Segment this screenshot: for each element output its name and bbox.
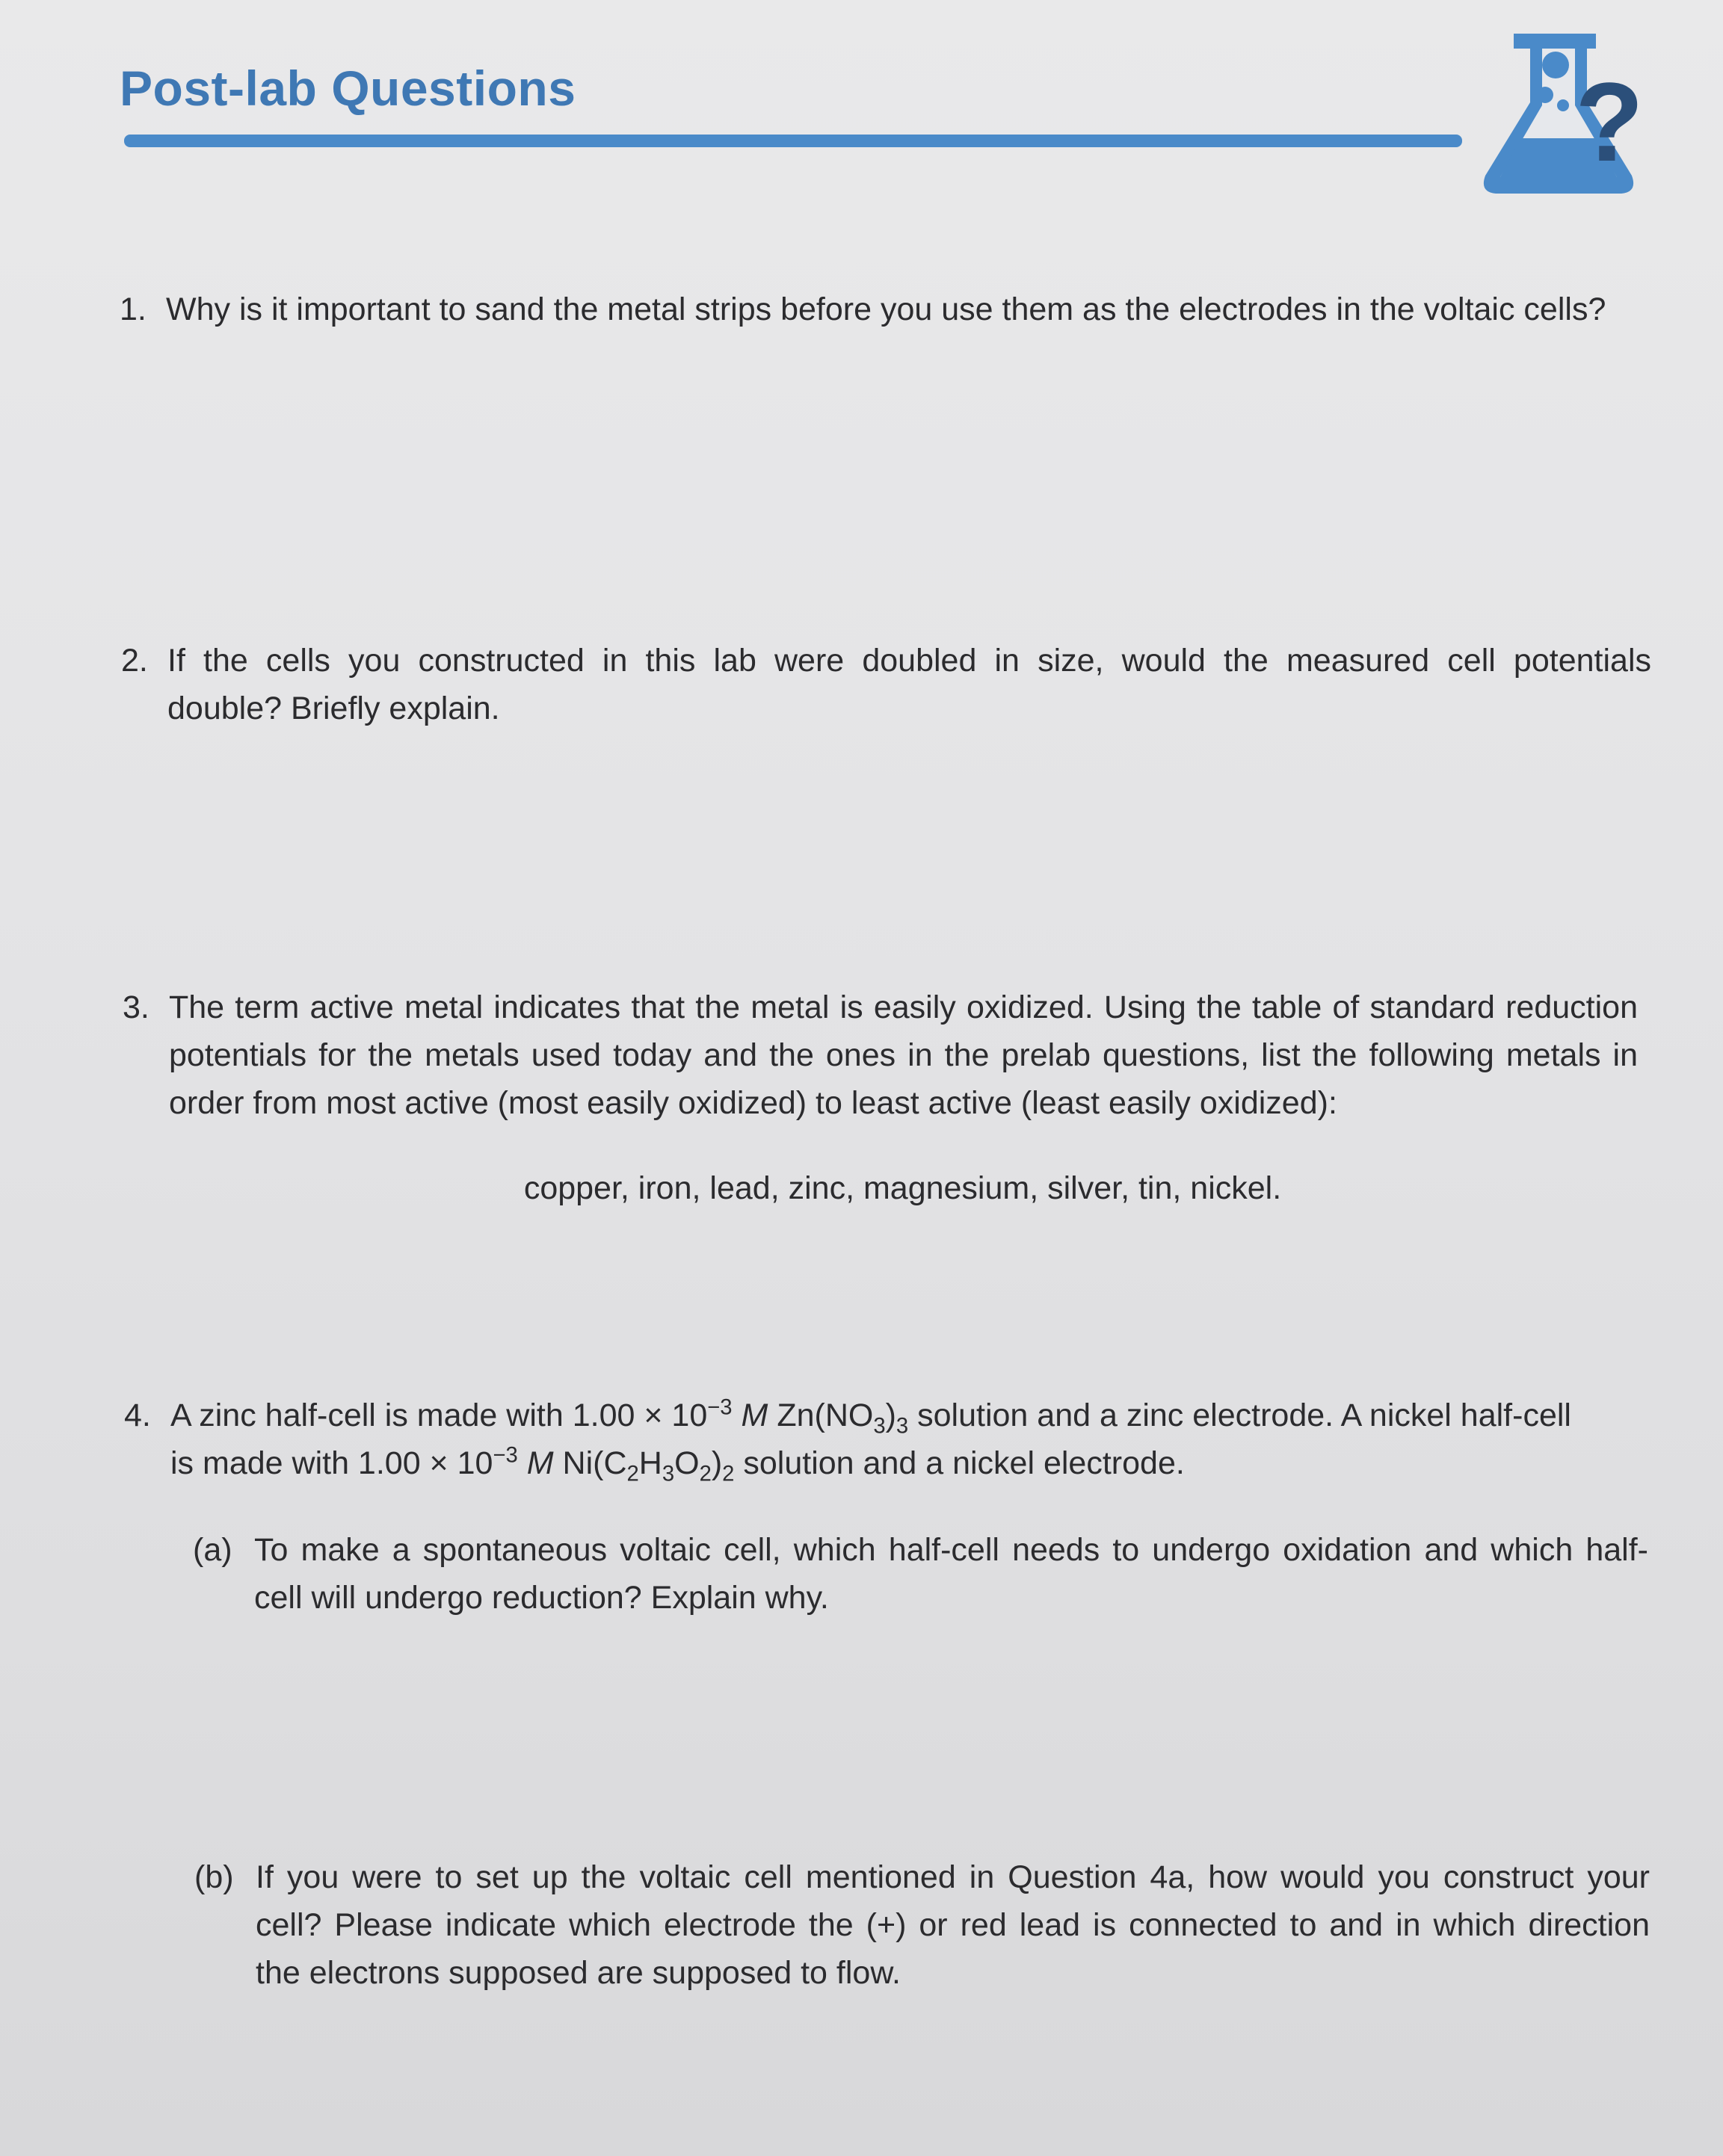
- question-number: 4.: [124, 1397, 151, 1433]
- question-number: 1.: [120, 291, 147, 327]
- svg-text:?: ?: [1575, 59, 1644, 185]
- question-text-line: order from most active (most easily oxidized) to least active (least easily oxidized):: [169, 1085, 1337, 1121]
- question-number: 2.: [121, 643, 148, 679]
- flask-question-icon: [1469, 19, 1648, 202]
- question-text-line: the electrons supposed are supposed to flow.: [256, 1955, 901, 1991]
- question-text: Why is it important to sand the metal strips before you use them as the electrodes in the voltaic cells?: [166, 291, 1606, 327]
- metals-list: copper, iron, lead, zinc, magnesium, silver, tin, nickel.: [523, 1170, 1282, 1206]
- question-text-line: To make a spontaneous voltaic cell, which half-cell needs to undergo oxidation and which half-: [254, 1532, 1648, 1568]
- question-number: 3.: [123, 989, 150, 1025]
- part-label: (b): [194, 1859, 234, 1895]
- question-text-line: is made with $1.00 \times 10^{-3}$ M $Ni(C_2H_3O_2)_2$ solution and a nickel electrode.: [170, 1443, 1185, 1486]
- question-text-line: cell will undergo reduction? Explain why.: [254, 1580, 829, 1616]
- part-label: (a): [193, 1532, 232, 1568]
- question-text-line: cell? Please indicate which electrode the (+) or red lead is connected to and in which direction: [256, 1907, 1650, 1943]
- question-text-line: A zinc half-cell is made with $1.00 \times 10^{-3}$ M $Zn(NO_3)_3$ solution and a zinc electrode. A nickel half-cell: [170, 1395, 1571, 1439]
- title-underline: [124, 135, 1462, 147]
- question-text-line: The term active metal indicates that the metal is easily oxidized. Using the table of standard reduction: [169, 989, 1638, 1025]
- question-text-line: potentials for the metals used today and the ones in the prelab questions, list the following metals in: [169, 1037, 1638, 1073]
- question-text-line: double? Briefly explain.: [167, 691, 500, 726]
- question-text-line: If the cells you constructed in this lab were doubled in size, would the measured cell potentials: [167, 643, 1651, 679]
- question-text-line: If you were to set up the voltaic cell mentioned in Question 4a, how would you construct your: [256, 1859, 1650, 1895]
- page-title: Post-lab Questions: [120, 61, 576, 116]
